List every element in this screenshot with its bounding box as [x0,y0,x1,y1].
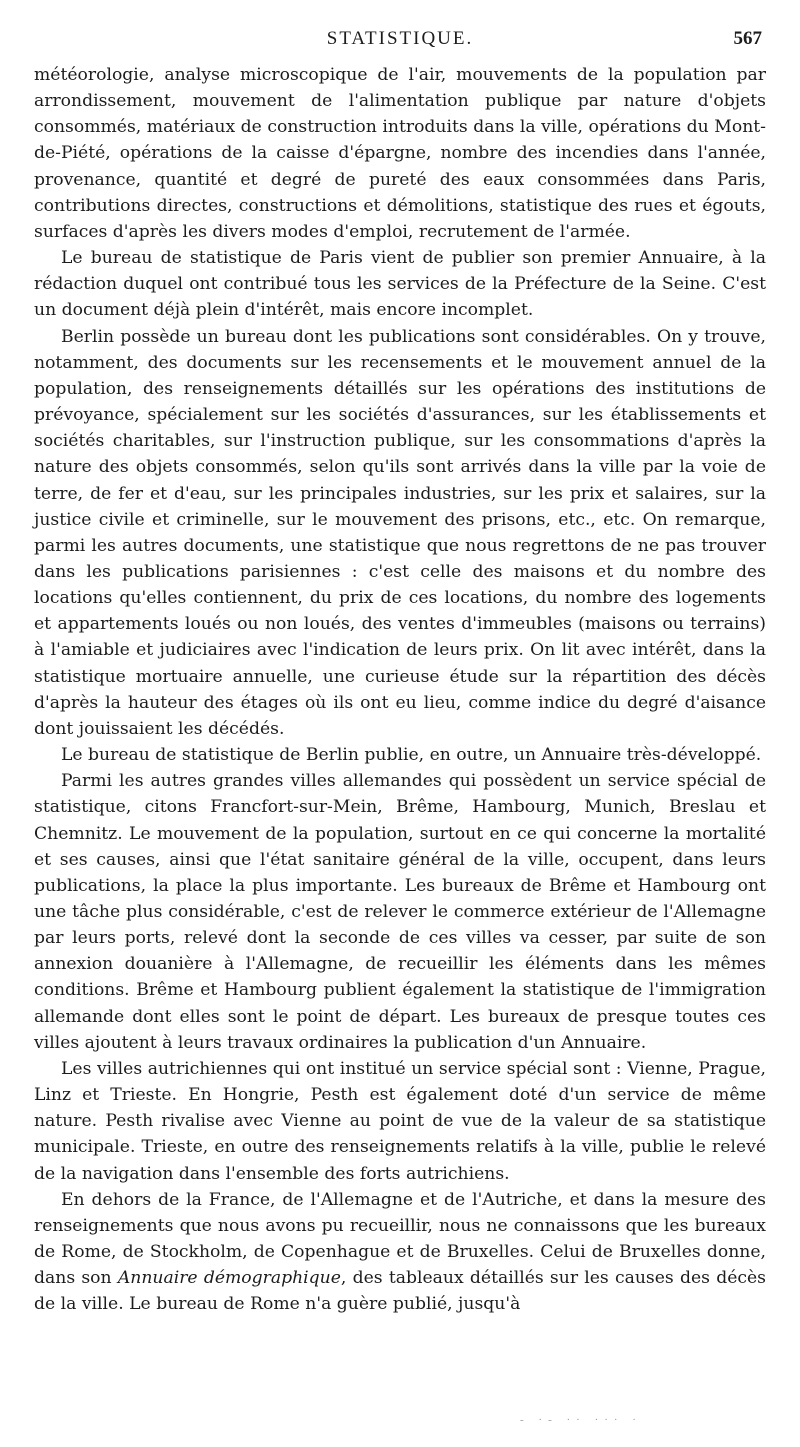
running-title: STATISTIQUE. [326,28,474,49]
text-body [34,62,766,1318]
running-head [34,28,766,62]
paragraph-other-bureaus [34,1187,766,1318]
paragraph-berlin-annuaire: Le bureau de statistique de Berlin publie, en outre, un Annuaire très-développé. [61,745,762,766]
paragraph-german-cities: Parmi les autres grandes villes allemandes qui possèdent un service spécial de statistique, citons Francfort-sur-Mein, Brême, Hambourg, Munich, Breslau et Chemnitz. Le mouvement de la population, surtout en ce qui concerne la mortalité et ses causes, ainsi que l'état sanitaire général de la ville, occupent, dans leurs publications, la place la plus importante. Les bureaux de Brême et Hambourg ont une tâche plus considérable, c'est de relever le commerce extérieur de l'Allemagne par leurs ports, relevé dont la seconde de ces villes va cesser, par suite de son annexion douanière à l'Allemagne, de recueillir les éléments dans les mêmes conditions. Brême et Hambourg publient également la statistique de l'immigration allemande dont elles sont le point de départ. Les bureaux de presque toutes ces villes ajoutent à leurs travaux ordinaires la publication d'un Annuaire. [34,771,766,1053]
paragraph-paris-bureau: Le bureau de statistique de Paris vient de publier son premier Annuaire, à la rédaction duquel ont contribué tous les services de la Préfecture de la Seine. C'est un document déjà plein d'intérêt, mais encore incomplet. [34,248,766,321]
bleed-through-marks: - ·- ·· ··· · [520,1414,642,1426]
book-page [34,28,766,1318]
paragraph-continued: météorologie, analyse microscopique de l'air, mouvements de la population par arrondissement, mouvement de l'alimentation publique par nature d'objets consommés, matériaux de construction introduits dans la ville, opérations du Mont-de-Piété, opérations de la caisse d'épargne, nombre des incendies dans l'année, provenance, quantité et degré de pureté des eaux consommées dans Paris, contributions directes, constructions et démolitions, statistique des rues et égouts, surfaces d'après les divers modes d'emploi, recrutement de l'armée. [34,65,766,242]
page-number: 567 [733,28,762,49]
paragraph-other-bureaus-end: , des tableaux détaillés sur les causes des décès de la ville. Le bureau de Rome n'a guère publié, jusqu'à [34,1268,766,1315]
annuaire-title: Annuaire démographique [117,1268,341,1289]
paragraph-berlin: Berlin possède un bureau dont les publications sont considérables. On y trouve, notamment, des documents sur les recensements et le mouvement annuel de la population, des renseignements détaillés sur les opérations des institutions de prévoyance, spécialement sur les sociétés d'assurances, sur les établissements et sociétés charitables, sur l'instruction publique, sur les consommations d'après la nature des objets consommés, selon qu'ils sont arrivés dans la ville par la voie de terre, de fer et d'eau, sur les principales industries, sur les prix et salaires, sur la justice civile et criminelle, sur le mouvement des prisons, etc., etc. On remarque, parmi les autres documents, une statistique que nous regrettons de ne pas trouver dans les publications parisiennes : c'est celle des maisons et du nombre des locations qu'elles contiennent, du prix de ces locations, du nombre des logements et appartements loués ou non loués, des ventes d'immeubles (maisons ou terrains) à l'amiable et judiciaires avec l'indication de leurs prix. On lit avec intérêt, dans la statistique mortuaire annuelle, une curieuse étude sur la répartition des décès d'après la hauteur des étages où ils ont eu lieu, comme indice du degré d'aisance dont jouissaient les décédés. [34,326,766,739]
paragraph-austrian-cities: Les villes autrichiennes qui ont institué un service spécial sont : Vienne, Prague, Linz et Trieste. En Hongrie, Pesth est également doté d'un service de même nature. Pesth rivalise avec Vienne au point de vue de la valeur de sa statistique municipale. Trieste, en outre des renseignements relatifs à la ville, publie le relevé de la navigation dans l'ensemble des forts autrichiens. [34,1058,766,1184]
paragraph-other-bureaus-start: En dehors de la France, de l'Allemagne et de l'Autriche, et dans la mesure des renseignements que nous avons pu recueillir, nous ne connaissons que les bureaux de Rome, de Stockholm, de Copenhague et de Bruxelles. Celui de Bruxelles donne, dans son [34,1189,766,1289]
